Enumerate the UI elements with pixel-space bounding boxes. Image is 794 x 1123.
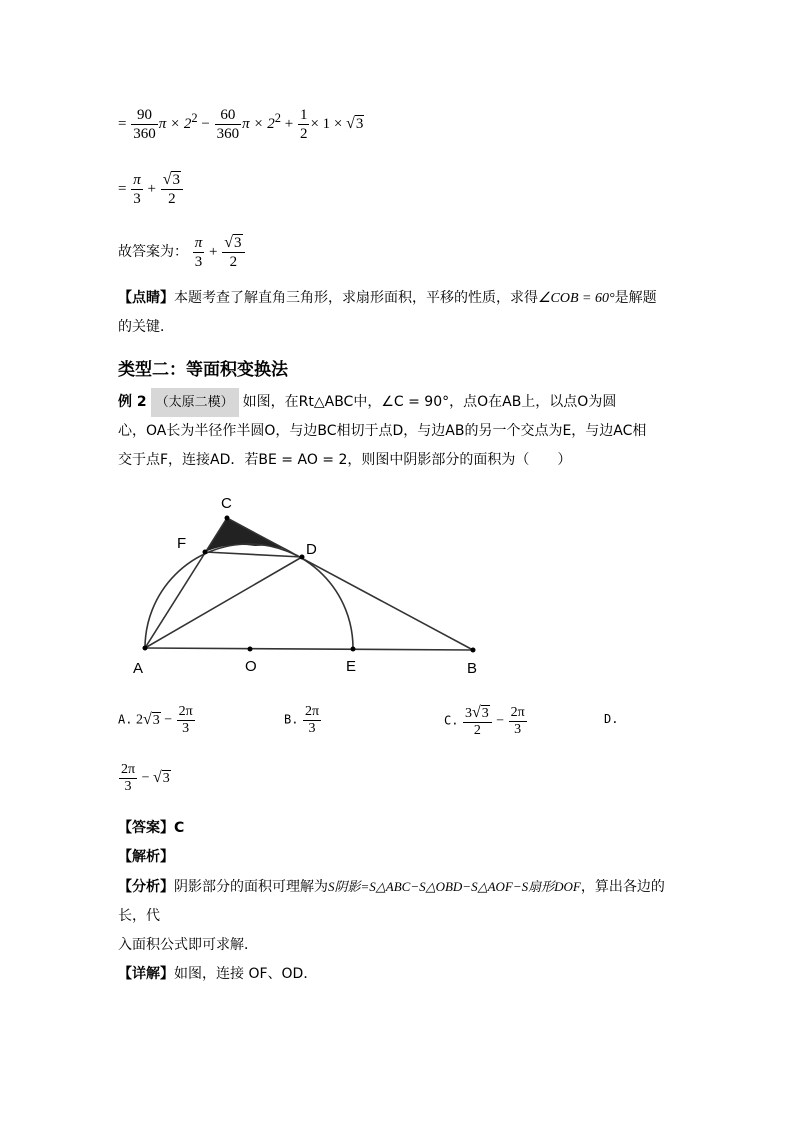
label-c: C [221,495,232,512]
point-d [300,555,305,560]
example-label: 例 2 [118,394,147,410]
label-a: A [133,660,144,677]
line-ab [145,648,473,650]
source-tag: （太原二模） [151,388,239,417]
point-f [203,550,208,555]
xiangjie-paragraph: 【详解】如图，连接 OF、OD． [118,966,318,982]
equation-line-1: = $\frac{90}{360}$ $\pi \times 2^2$ − $\frac{60}{360}$ $\pi \times 2^2$ + $\frac{1}{2}$ × 1 × √3 [118,107,364,142]
line-fd [205,552,302,557]
point-b [471,648,476,653]
point-o [248,647,253,652]
option-b: B. $\frac{2\pi}{3}$ [284,704,320,736]
semicircle-arc [145,544,353,648]
section-title: 类型二：等面积变换法 [118,360,288,380]
equation-line-2: = $\frac{\pi}{3}$ + $\frac{√3}{2}$ [118,171,184,208]
solution-block [118,814,688,989]
line-ad [145,557,302,648]
point-e [351,647,356,652]
option-c: C. $\frac{3√3}{2}$ − $\frac{2\pi}{3}$ [444,704,525,738]
option-a: A. 2√3 − $\frac{2\pi}{3}$ [118,704,193,736]
point-c [225,516,230,521]
label-o: O [245,658,257,675]
label-f: F [177,535,187,552]
option-d-label: D. [604,712,619,726]
option-d-value: $\frac{2\pi}{3}$ − √3 [121,762,170,794]
label-b: B [467,660,478,677]
answer-line: 故答案为： $\frac{\pi}{3}$ + $\frac{√3}{2}$ [118,234,246,271]
fenxi-paragraph: 【分析】阴影部分的面积可理解为S阴影=S△ABC−S△OBD−S△AOF−S扇形DOF，算出各边的长，代 入面积公式即可求解． [118,879,665,953]
example-problem: 例 2 （太原二模） 如图，在Rt△ABC中，∠C = 90°，点O在AB上，以点O为圆 心，OA长为半径作半圆O，与边BC相切于点D，与边AB的另一个交点为E，与边AC相 交于点F，连接AD．若BE = AO = 2，则图中阴影部分的面积为（ ） [118,388,688,475]
label-e: E [346,658,357,675]
label-d: D [306,541,317,558]
point-a [143,646,148,651]
jiexi-heading: 【解析】 [118,849,174,865]
answer-line-c: 【答案】C [118,820,185,836]
dianjing-paragraph: 【点睛】本题考查了解直角三角形，求扇形面积，平移的性质，求得∠COB = 60°是解题 的关键． [118,290,657,335]
line-cb [227,518,473,650]
